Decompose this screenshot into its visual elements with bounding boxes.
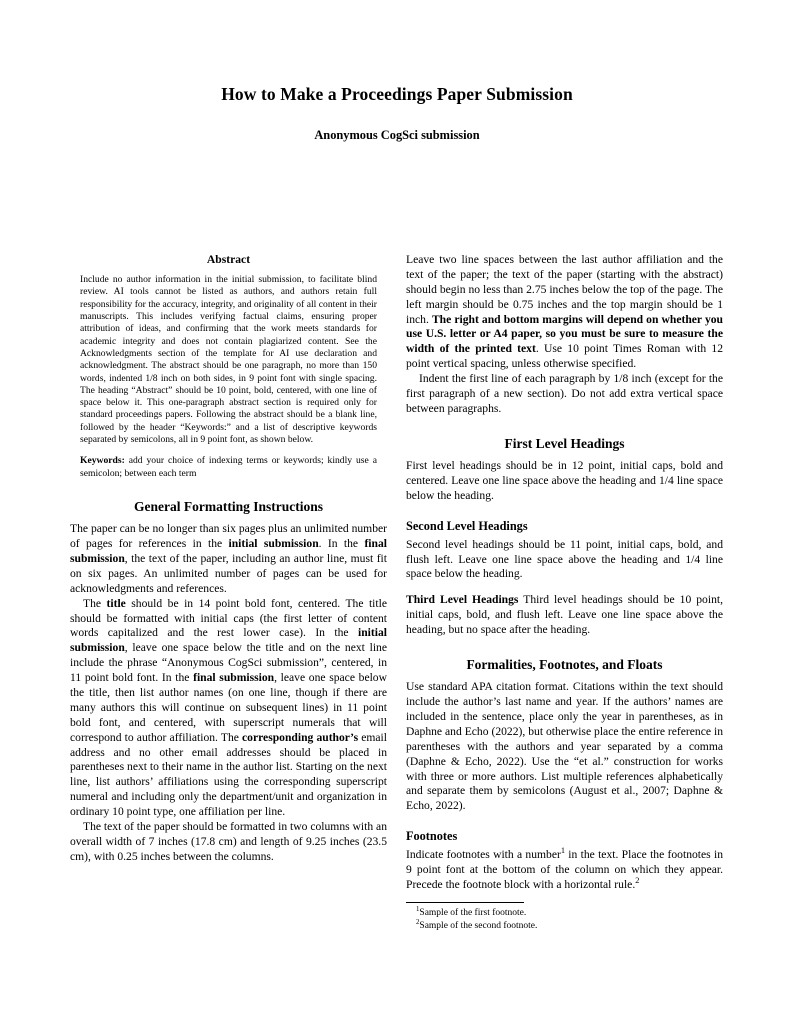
page-title: How to Make a Proceedings Paper Submission xyxy=(221,84,573,104)
footnote-number-2: 2 xyxy=(416,918,420,926)
text-run-bold: initial submission xyxy=(70,626,387,655)
abstract-block xyxy=(80,274,377,480)
text-run: The xyxy=(83,596,107,610)
left-column xyxy=(70,253,387,932)
paragraph-two-column-layout: The text of the paper should be formatted in two columns with an overall width of 7 inches (17.8 cm) and length of 9.25 inches (23.5 cm), with 0.25 inches between the columns. xyxy=(70,820,387,863)
text-run-bold: final submission xyxy=(193,671,275,685)
section-heading-footnotes: Footnotes xyxy=(406,829,458,844)
footnote-1 xyxy=(416,907,723,920)
footnote-number-1: 1 xyxy=(416,905,420,913)
section-heading-general-formatting: General Formatting Instructions xyxy=(134,499,323,514)
text-run-bold: title xyxy=(106,596,126,610)
text-run-bold: final submission xyxy=(70,537,387,565)
text-run: email address and no other email addresses should be placed in parentheses next to their name in the author list. Starting on the next line, list authors’ affiliations using the corresponding superscript numeral and including only the department/unit and organization in ordinary 10 point type, one affiliation per line. xyxy=(70,730,387,819)
abstract-paragraph: Include no author information in the initial submission, to facilitate blind review. AI tools cannot be listed as authors, and authors retain full responsibility for the accuracy, integrity, and originality of all content in their manuscripts. This includes verifying factual claims, ensuring proper attribution of ideas, and confirming that the work meets standards for academic integrity and does not contain plagiarized content. See the Acknowledgments section of the template for AI use declaration and acknowledgment. The abstract should be one paragraph, no more than 150 words, indented 1/8 inch on both sides, in 9 point font with single spacing. The heading “Abstract” should be 10 point, bold, centered, with one line of space below it. This one-paragraph abstract section is required only for standard proceedings papers. Following the abstract should be a blank line, followed by the header “Keywords:” and a list of descriptive keywords separated by semicolons, all in 9 point font, as shown below. xyxy=(80,274,377,446)
section-heading-second-level: Second Level Headings xyxy=(406,518,528,533)
paragraph-title-format xyxy=(70,597,387,820)
text-run: Leave two line spaces between the last author affiliation and the text of the paper; the text of the paper (starting with the abstract) should begin no less than 2.75 inches below the top of the page. The left margin should be 0.75 inches and the top margin should be 1 inch. xyxy=(406,253,723,326)
text-run-bold: initial submission xyxy=(228,537,319,551)
text-run: should be in 14 point bold font, centered. The title should be formatted with initial caps (the first letter of content words capitalized and the rest lower case). In the xyxy=(70,596,387,640)
paragraph-citations: Use standard APA citation format. Citations within the text should include the author’s last name and year. If the authors’ names are included in the sentence, place only the year in parentheses, as in Daphne and Echo (2022), but otherwise place the entire reference in parentheses with the authors and year separated by a comma (Daphne & Echo, 2022). Use the “et al.” construction for works with three or more authors. List multiple references alphabetically and separate them by semicolons (August et al., 2007; Daphne & Echo, 2022). xyxy=(406,680,723,813)
text-run-bold: corresponding author’s xyxy=(242,730,359,744)
footnote-marker-1: 1 xyxy=(560,846,566,856)
footnote-text-2: Sample of the second footnote. xyxy=(419,920,538,931)
paragraph-second-level: Second level headings should be 11 point, initial caps, bold, and flush left. Leave one line space above the heading and 1/4 line space below the heading. xyxy=(406,537,723,581)
text-run: , leave one space below the title, then list author names (on one line, though if there are many authors this will continue on subsequent lines) in 11 point bold font, and centered, with superscript numerals that will correspond to author affiliation. The xyxy=(70,671,387,744)
text-run: The paper can be no longer than six pages plus an unlimited number of pages for references in the xyxy=(70,522,387,551)
keywords-paragraph xyxy=(80,455,377,480)
footnote-marker-2: 2 xyxy=(635,876,640,886)
abstract-heading: Abstract xyxy=(206,253,251,266)
footnote-text-1: Sample of the first footnote. xyxy=(419,907,527,918)
keywords-label: Keywords: xyxy=(80,455,125,467)
text-run: , leave one space below the title and on the next line include the phrase “Anonymous CogSci submission”, centered, in 11 point bold font. In the xyxy=(70,641,387,685)
paragraph-footnotes xyxy=(406,848,723,893)
text-run: . Use 10 point Times Roman with 12 point vertical spacing, unless otherwise specified. xyxy=(406,342,723,371)
text-run: , the text of the paper, including an author line, must fit on six pages. An unlimited number of pages can be used for acknowledgments and references. xyxy=(70,551,387,595)
text-run: in the text. Place the footnotes in 9 point font at the bottom of the column on which they appear. Precede the footnote block with a horizontal rule. xyxy=(406,848,723,891)
paragraph-indentation: Indent the first line of each paragraph by 1/8 inch (except for the first paragraph of a new section). Do not add extra vertical space between paragraphs. xyxy=(406,372,723,415)
text-run: Indicate footnotes with a number xyxy=(406,848,561,862)
right-column xyxy=(406,253,723,932)
text-run: . In the xyxy=(318,537,365,551)
heading-third-level-inline: Third Level Headings xyxy=(406,593,519,607)
paragraph-first-level: First level headings should be in 12 point, initial caps, bold and centered. Leave one line space above the heading and 1/4 line space below the heading. xyxy=(406,458,723,502)
footnote-rule xyxy=(406,902,524,903)
text-run: Third level headings should be 10 point, initial caps, bold, and flush left. Leave one line space above the heading, but no space after the heading. xyxy=(406,593,723,637)
keywords-text: add your choice of indexing terms or keywords; kindly use a semicolon; between each term xyxy=(80,455,377,479)
text-run-bold: The right and bottom margins will depend on whether you use U.S. letter or A4 paper, so you must be sure to measure the width of the printed text xyxy=(406,312,723,356)
author-line: Anonymous CogSci submission xyxy=(314,128,480,142)
paragraph-margins xyxy=(406,253,723,372)
section-heading-first-level: First Level Headings xyxy=(504,435,625,451)
paragraph-page-limits xyxy=(70,522,387,596)
footnote-block xyxy=(406,907,723,932)
paragraph-third-level xyxy=(406,593,723,638)
footnote-2 xyxy=(416,920,723,933)
section-heading-formalities: Formalities, Footnotes, and Floats xyxy=(466,657,663,672)
two-column-body xyxy=(70,253,724,932)
